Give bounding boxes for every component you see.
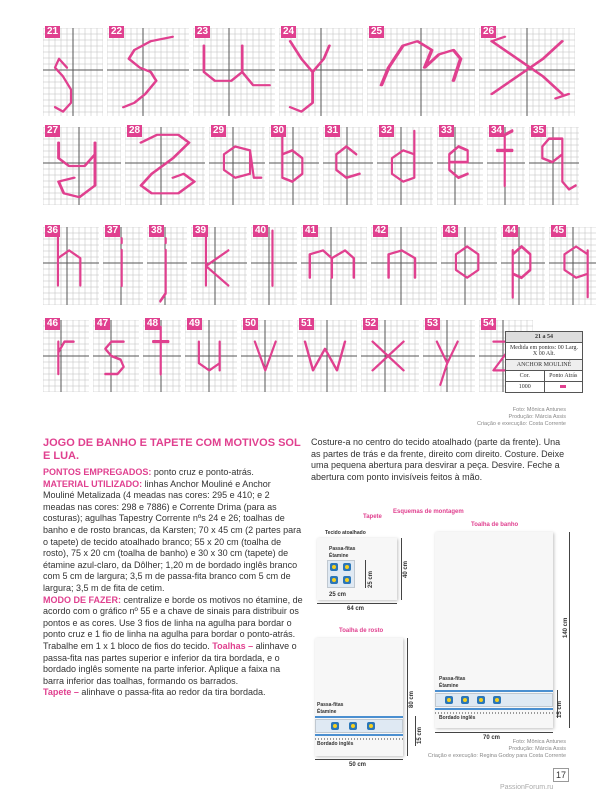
letter-stitch-path	[153, 327, 168, 374]
chart-number: 25	[371, 26, 383, 37]
rosto-passa-strip	[315, 734, 403, 736]
letter-chart	[251, 227, 297, 305]
letter-chart	[107, 28, 189, 116]
chart-number: 29	[213, 125, 225, 136]
letter-chart	[147, 227, 187, 305]
tapete-height-40: 40 cm	[403, 560, 409, 578]
dim-line	[415, 716, 416, 746]
motif-icon	[343, 563, 351, 571]
letter-chart	[479, 28, 575, 116]
letter-stitch-path	[389, 250, 415, 277]
letter-chart	[193, 28, 275, 116]
chart-number: 22	[111, 26, 123, 37]
letter-stitch-path	[564, 247, 587, 298]
stitch-grid	[147, 227, 187, 305]
rosto-height-15: 15 cm	[417, 726, 423, 744]
stitch-grid	[43, 127, 121, 205]
stitch-grid	[143, 320, 181, 392]
chart-number: 27	[47, 125, 59, 136]
chart-number: 44	[505, 225, 517, 236]
motif-icon	[477, 696, 485, 704]
tapete-width-25: 25 cm	[329, 592, 347, 598]
letter-chart	[43, 320, 89, 392]
chart-legend	[505, 331, 583, 393]
letter-chart	[93, 320, 139, 392]
rosto-height-80: 80 cm	[409, 690, 415, 708]
chart-number: 43	[445, 225, 457, 236]
credit-line: Foto: Mônica Antunes	[512, 739, 566, 745]
letter-chart	[241, 320, 293, 392]
letter-chart	[377, 127, 433, 205]
credit-line: Criação e execução: Costa Corrente	[477, 421, 566, 427]
banho-width-70: 70 cm	[483, 735, 501, 741]
credit-line: Foto: Mônica Antunes	[512, 407, 566, 413]
chart-number: 31	[327, 125, 339, 136]
credit-line: Produção: Márcia Assis	[508, 746, 566, 752]
dim-line	[569, 532, 570, 728]
instructions-column	[43, 437, 303, 699]
rosto-width-50: 50 cm	[349, 762, 367, 768]
rosto-etamine-label: Étamine	[317, 709, 337, 715]
letter-chart	[125, 127, 205, 205]
letter-chart	[297, 320, 357, 392]
pontos-text: ponto cruz e ponto-atrás.	[151, 467, 254, 477]
stitch-grid	[367, 28, 475, 116]
stitch-grid	[279, 28, 363, 116]
letter-stitch-path	[513, 247, 531, 298]
letter-chart	[191, 227, 247, 305]
legend-header-row	[506, 371, 582, 382]
toalhas-label: Toalhas –	[212, 640, 254, 651]
banho-height-15: 15 cm	[557, 700, 563, 718]
chart-number: 52	[365, 318, 377, 329]
letter-chart	[549, 227, 596, 305]
diagram-tapete-label: Tapete	[363, 514, 382, 520]
rosto-passa-strip	[315, 716, 403, 718]
stitch-grid	[441, 227, 497, 305]
rosto-lace	[315, 738, 403, 740]
stitch-grid	[125, 127, 205, 205]
rosto-bordado-label: Bordado inglês	[317, 741, 354, 747]
credit-line: Criação e execução: Regina Godoy para Costa Corrente	[427, 753, 566, 759]
dim-line	[435, 732, 553, 733]
assembly-diagram	[311, 510, 573, 772]
stitch-grid	[191, 227, 247, 305]
credit-line: Produção: Márcia Assis	[508, 414, 566, 420]
stitch-grid	[241, 320, 293, 392]
letter-chart	[367, 28, 475, 116]
letter-stitch-path	[282, 131, 302, 182]
stitch-grid	[185, 320, 237, 392]
banho-height-140: 140 cm	[563, 617, 569, 638]
stitch-grid	[209, 127, 265, 205]
letter-chart	[437, 127, 483, 205]
credits-top	[477, 407, 566, 428]
chart-number: 33	[441, 125, 453, 136]
legend-data-row	[506, 382, 582, 392]
motif-icon	[331, 722, 339, 730]
stitch-grid	[251, 227, 297, 305]
letter-chart	[487, 127, 525, 205]
dim-line	[315, 759, 403, 760]
motif-icon	[367, 722, 375, 730]
col2-text: Costure-a no centro do tecido atoalhado (parte da frente). Una as partes de trás e da frente, direito com direito. Costure. Deixe uma pequena abertura para desvirar a peça. Desvire. Feche a abertura com ponto invisíveis feitos à mão.	[311, 437, 565, 482]
pontos-label: PONTOS EMPREGADOS:	[43, 467, 152, 477]
letter-chart	[185, 320, 237, 392]
rosto-passa-label: Passa-fitas	[317, 702, 344, 708]
page-number: 17	[553, 768, 569, 782]
credits-bottom	[428, 739, 566, 760]
chart-number: 23	[197, 26, 209, 37]
chart-number: 46	[47, 318, 59, 329]
tapete-label: Tapete –	[43, 687, 79, 698]
letter-chart	[371, 227, 437, 305]
stitch-grid	[501, 227, 545, 305]
watermark: PassionForum.ru	[500, 784, 554, 791]
legend-col-cor: Cor.	[519, 373, 530, 379]
letter-stitch-path	[310, 250, 354, 277]
letter-chart	[441, 227, 497, 305]
chart-number: 45	[553, 225, 565, 236]
letter-chart	[43, 28, 103, 116]
stitch-grid	[549, 227, 596, 305]
stitch-grid	[479, 28, 575, 116]
letter-chart	[423, 320, 475, 392]
chart-number: 24	[283, 26, 295, 37]
diagram-tecido-label: Tecido atoalhado	[325, 530, 366, 536]
banho-passa-label: Passa-fitas	[439, 676, 466, 682]
stitch-grid	[193, 28, 275, 116]
banho-passa-strip	[435, 690, 553, 692]
motif-icon	[445, 696, 453, 704]
stitch-grid	[301, 227, 367, 305]
stitch-grid	[93, 320, 139, 392]
stitch-grid	[43, 28, 103, 116]
chart-number: 35	[533, 125, 545, 136]
instructions-body	[43, 467, 303, 699]
letter-chart	[269, 127, 319, 205]
letter-chart	[361, 320, 419, 392]
stitch-grid	[361, 320, 419, 392]
letter-chart	[279, 28, 363, 116]
chart-number: 51	[301, 318, 313, 329]
chart-number: 54	[483, 318, 495, 329]
toalhas-text: alinhave o passa-fita nas partes superior e inferior da tira bordada, e o bordado inglês somente na parte inferior. Aplique a faixa na barra inferior das toalhas, formando os barrados.	[43, 640, 297, 686]
dim-line	[407, 638, 408, 756]
letter-stitch-path	[392, 131, 414, 182]
letter-stitch-path	[55, 59, 71, 112]
chart-number: 34	[491, 125, 503, 136]
stitch-grid	[371, 227, 437, 305]
tapete-passa-label: Passa-fitas	[329, 546, 356, 552]
stitch-grid	[437, 127, 483, 205]
stitch-grid	[487, 127, 525, 205]
tapete-height-25: 25 cm	[368, 570, 374, 588]
modo-text: centralize e borde os motivos no étamine, de acordo com o gráfico nº 55 e a chave de sinais para distribuir os pontos e as cores. Use 3 fios de linha na agulha para bordar o ponto cruz e 1 fio de linha na agulha para bordar o ponto-atrás. Trabalhe em 1 x 1 bloco de fios do tecido.	[43, 594, 303, 651]
motif-icon	[343, 576, 351, 584]
dim-line	[317, 603, 397, 604]
legend-swatch-cell	[544, 382, 583, 392]
legend-measure: Medida em pontos: 00 Larg. X 00 Alt.	[506, 343, 582, 360]
banho-bordado-label: Bordado inglês	[439, 715, 476, 721]
stitch-grid	[323, 127, 373, 205]
chart-number: 26	[483, 26, 495, 37]
chart-number: 50	[245, 318, 257, 329]
letter-chart	[501, 227, 545, 305]
chart-number: 47	[97, 318, 109, 329]
tapete-text: alinhave o passa-fita ao redor da tira bordada.	[78, 687, 266, 698]
chart-number: 21	[47, 26, 59, 37]
letter-chart	[323, 127, 373, 205]
article-heading: JOGO DE BANHO E TAPETE COM MOTIVOS SOL E LUA.	[43, 437, 301, 462]
letter-stitch-path	[105, 342, 123, 374]
dim-line	[401, 538, 402, 600]
banho-passa-strip	[435, 708, 553, 710]
chart-number: 32	[381, 125, 393, 136]
chart-number: 38	[151, 225, 163, 236]
stitch-grid	[269, 127, 319, 205]
material-label: MATERIAL UTILIZADO:	[43, 478, 143, 489]
motif-icon	[330, 576, 338, 584]
chart-number: 37	[107, 225, 119, 236]
chart-number: 49	[189, 318, 201, 329]
letter-chart	[103, 227, 143, 305]
chart-number: 30	[273, 125, 285, 136]
material-text: linhas Anchor Mouliné e Anchor Mouliné Metalizada (4 meadas nas cores: 295 e 410; e 2 meadas nas cores: 298 e 7886) e Corrente Drima (para as costuras); agulhas Tapestry Corrente nºs 24 e 26; toalhas de banho e de rosto brancas, da Karsten; 70 x 45 cm (2 partes para o tapete) de tecido atoalhado branco; 55 x 20 cm (toalha de rosto), 75 x 20 cm (toalha de banho) e 30 x 30 cm (tapete) de étamine azul-claro, da Dôlher; 1,20 m de bordado inglês branco com 5 cm de largura; 3,5 m de passa-fita branco com 5 cm de largura; 3,5 m de fita de cetim.	[43, 478, 302, 593]
legend-title: 21 a 54	[506, 332, 582, 343]
instructions-column-2	[311, 437, 566, 483]
chart-number: 41	[305, 225, 317, 236]
stitch-grid	[529, 127, 579, 205]
letter-chart	[529, 127, 579, 205]
chart-number: 42	[375, 225, 387, 236]
modo-label: MODO DE FAZER:	[43, 594, 121, 605]
stitch-grid	[297, 320, 357, 392]
motif-icon	[330, 563, 338, 571]
stitch-grid	[423, 320, 475, 392]
pink-swatch-icon	[560, 385, 566, 388]
diagram-title: Esquemas de montagem	[393, 509, 464, 515]
chart-number: 39	[195, 225, 207, 236]
stitch-grid	[377, 127, 433, 205]
dim-line	[365, 560, 366, 588]
legend-code: 1000	[518, 384, 531, 390]
motif-icon	[349, 722, 357, 730]
chart-number: 53	[427, 318, 439, 329]
motif-icon	[493, 696, 501, 704]
letter-chart	[43, 127, 121, 205]
stitch-grid	[43, 227, 99, 305]
chart-number: 48	[147, 318, 159, 329]
chart-number: 28	[129, 125, 141, 136]
banho-etamine-label: Étamine	[439, 683, 459, 689]
stitch-grid	[103, 227, 143, 305]
tapete-width-64: 64 cm	[347, 606, 365, 612]
letter-chart	[209, 127, 265, 205]
banho-lace	[435, 712, 553, 714]
chart-number: 40	[255, 225, 267, 236]
letter-chart	[143, 320, 181, 392]
stitch-grid	[43, 320, 89, 392]
letter-chart	[43, 227, 99, 305]
chart-number: 36	[47, 225, 59, 236]
diagram-banho-label: Toalha de banho	[471, 522, 519, 528]
stitch-grid	[107, 28, 189, 116]
legend-thread: ANCHOR MOULINÉ	[506, 360, 582, 371]
tapete-etamine-label: Étamine	[329, 553, 349, 559]
diagram-rosto-label: Toalha de rosto	[339, 628, 384, 634]
letter-stitch-path	[204, 46, 270, 86]
letter-chart	[301, 227, 367, 305]
legend-col-ponto: Ponto Atrás	[544, 371, 583, 381]
motif-icon	[461, 696, 469, 704]
rosto-etamine	[315, 719, 403, 733]
